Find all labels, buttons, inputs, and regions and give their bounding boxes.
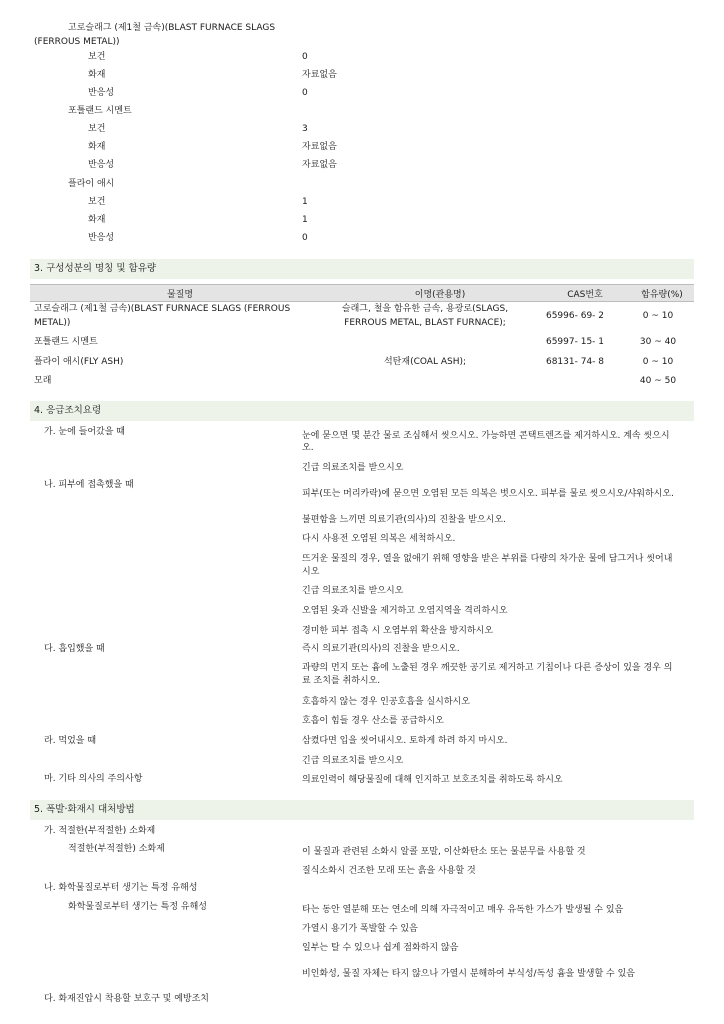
cell-name-cont: METAL)) (34, 318, 71, 328)
rating-label: 보건 (88, 124, 106, 134)
inhale-line: 과량의 먼지 또는 흄에 노출된 경우 깨끗한 공기로 제거하고 기침이나 다른 증상이 있을 경우 의 (302, 663, 673, 673)
skin-line: 오염된 옷과 신발을 제거하고 오염지역을 격리하시오 (302, 606, 508, 616)
rating-label: 보건 (88, 52, 106, 62)
cell-alias-cont: FERROUS METAL, BLAST FURNACE); (344, 318, 506, 328)
ingest-line: 긴급 의료조치를 받으시오 (302, 756, 404, 766)
rating-value: 0 (302, 233, 308, 243)
skin-line: 경미한 피부 접촉 시 오염부위 확산을 방지하시오 (302, 626, 494, 636)
doctor-line: 의료인력이 해당물질에 대해 인지하고 보호조치를 취하도록 하시오 (302, 775, 563, 785)
hazard-line: 비인화성, 물질 자체는 타지 않으나 가열시 분해하여 부식성/독성 흄을 발생할 수 있음 (302, 969, 635, 979)
extinguisher-sub: 적절한(부적절한) 소화제 (68, 844, 165, 854)
rating-label: 보건 (88, 197, 106, 207)
protective-equipment-heading: 다. 화재진압시 착용할 보호구 및 예방조치 (44, 994, 209, 1004)
skin-line: 피부(또는 머리카락)에 묻으면 오염된 모든 의복은 벗으시오. 피부를 물로 씻으시오/샤워하시오. (302, 489, 674, 499)
col-header-name: 물질명 (166, 290, 194, 300)
extinguisher-line: 질식소화시 건조한 모래 또는 흙을 사용할 것 (302, 866, 476, 876)
rating-value: 자료없음 (302, 160, 337, 170)
rating-label: 화재 (88, 142, 106, 152)
cell-content: 0 ~ 10 (642, 311, 674, 321)
section-3-title: 3. 구성성분의 명칭 및 함유량 (34, 263, 157, 274)
cell-name: 플라이 애시(FLY ASH) (34, 357, 124, 367)
rating-value: 자료없음 (302, 70, 337, 80)
rating-label: 화재 (88, 70, 106, 80)
inhale-line: 즉시 의료기관(의사)의 진찰을 받으시오. (302, 644, 460, 654)
eye-label: 가. 눈에 들어갔을 때 (44, 427, 125, 437)
eye-line: 긴급 의료조치를 받으시오 (302, 463, 404, 473)
section-4-title: 4. 응급조치요령 (34, 405, 102, 416)
section-4-header (30, 401, 694, 421)
hazard-line: 일부는 탈 수 있으나 쉽게 점화하지 않음 (302, 943, 459, 953)
hazard-name: 포틀랜드 시멘트 (68, 106, 132, 116)
cell-content: 40 ~ 50 (639, 376, 677, 386)
eye-line: 오. (302, 443, 314, 453)
rating-value: 0 (302, 52, 308, 62)
doctor-label: 마. 기타 의사의 주의사항 (44, 774, 143, 784)
rating-value: 1 (302, 197, 308, 207)
hazard-name: 플라이 애시 (68, 179, 115, 189)
composition-table-header (30, 284, 694, 302)
skin-line: 뜨거운 물질의 경우, 열을 없애기 위해 영향을 받은 부위를 다량의 차가운 물에 담그거나 씻어내 (302, 554, 673, 564)
eye-line: 눈에 묻으면 몇 분간 물로 조심해서 씻으시오. 가능하면 콘택트렌즈를 제거하시오. 계속 씻으시 (302, 431, 670, 441)
cell-cas: 65996- 69- 2 (545, 311, 605, 321)
inhale-line: 호흡이 힘들 경우 산소를 공급하시오 (302, 716, 444, 726)
cell-name: 포틀랜드 시멘트 (34, 337, 98, 347)
rating-label: 반응성 (88, 88, 115, 98)
skin-line: 시오 (302, 567, 320, 577)
rating-value: 1 (302, 215, 308, 225)
skin-line: 긴급 의료조치를 받으시오 (302, 586, 404, 596)
hazard-line: 타는 동안 열분해 또는 연소에 의해 자극적이고 매우 유독한 가스가 발생될 수 있음 (302, 905, 624, 915)
cell-content: 0 ~ 10 (642, 357, 674, 367)
rating-value: 자료없음 (302, 142, 337, 152)
hazard-line: 가열시 용기가 폭발할 수 있음 (302, 924, 418, 934)
section-3-header (30, 259, 694, 279)
hazard-name-cont: (FERROUS METAL)) (34, 37, 120, 47)
hazard-heading: 나. 화학물질로부터 생기는 특정 유해성 (44, 883, 198, 893)
extinguisher-heading: 가. 적절한(부적절한) 소화제 (44, 826, 156, 836)
skin-line: 불편함을 느끼면 의료기관(의사)의 진찰을 받으시오. (302, 515, 506, 525)
rating-label: 화재 (88, 215, 106, 225)
rating-label: 반응성 (88, 233, 115, 243)
rating-value: 0 (302, 88, 308, 98)
ingest-label: 라. 먹었을 때 (44, 736, 97, 746)
col-header-alias: 이명(관용명) (414, 290, 466, 300)
extinguisher-line: 이 물질과 관련된 소화시 알콜 포말, 이산화탄소 또는 물분무를 사용할 것 (302, 847, 586, 857)
section-5-header (30, 800, 694, 820)
cell-alias: 석탄재(COAL ASH); (383, 357, 467, 367)
hazard-name: 고로슬래그 (제1철 금속)(BLAST FURNACE SLAGS (68, 23, 276, 33)
cell-name: 모래 (34, 376, 52, 386)
col-header-content: 함유량(%) (641, 290, 683, 300)
inhale-line: 호흡하지 않는 경우 인공호흡을 실시하시오 (302, 697, 470, 707)
skin-label: 나. 피부에 접촉했을 때 (44, 480, 134, 490)
inhale-label: 다. 흡입했을 때 (44, 644, 105, 654)
cell-alias: 슬래그, 철을 함유한 금속, 용광로(SLAGS, (341, 304, 509, 314)
rating-value: 3 (302, 124, 308, 134)
rating-label: 반응성 (88, 160, 115, 170)
hazard-sub: 화학물질로부터 생기는 특정 유해성 (68, 902, 207, 912)
ingest-line: 삼켰다면 입을 씻어내시오. 토하게 하려 하지 마시오. (302, 736, 508, 746)
skin-line: 다시 사용전 오염된 의복은 세척하시오. (302, 534, 456, 544)
section-5-title: 5. 폭발·화재시 대처방법 (34, 804, 135, 815)
cell-content: 30 ~ 40 (639, 337, 677, 347)
inhale-line: 료 조치를 취하시오. (302, 676, 381, 686)
cell-cas: 68131- 74- 8 (545, 357, 605, 367)
col-header-cas: CAS번호 (567, 290, 603, 300)
cell-name: 고로슬래그 (제1철 금속)(BLAST FURNACE SLAGS (FERROUS (34, 304, 291, 314)
cell-cas: 65997- 15- 1 (545, 337, 605, 347)
